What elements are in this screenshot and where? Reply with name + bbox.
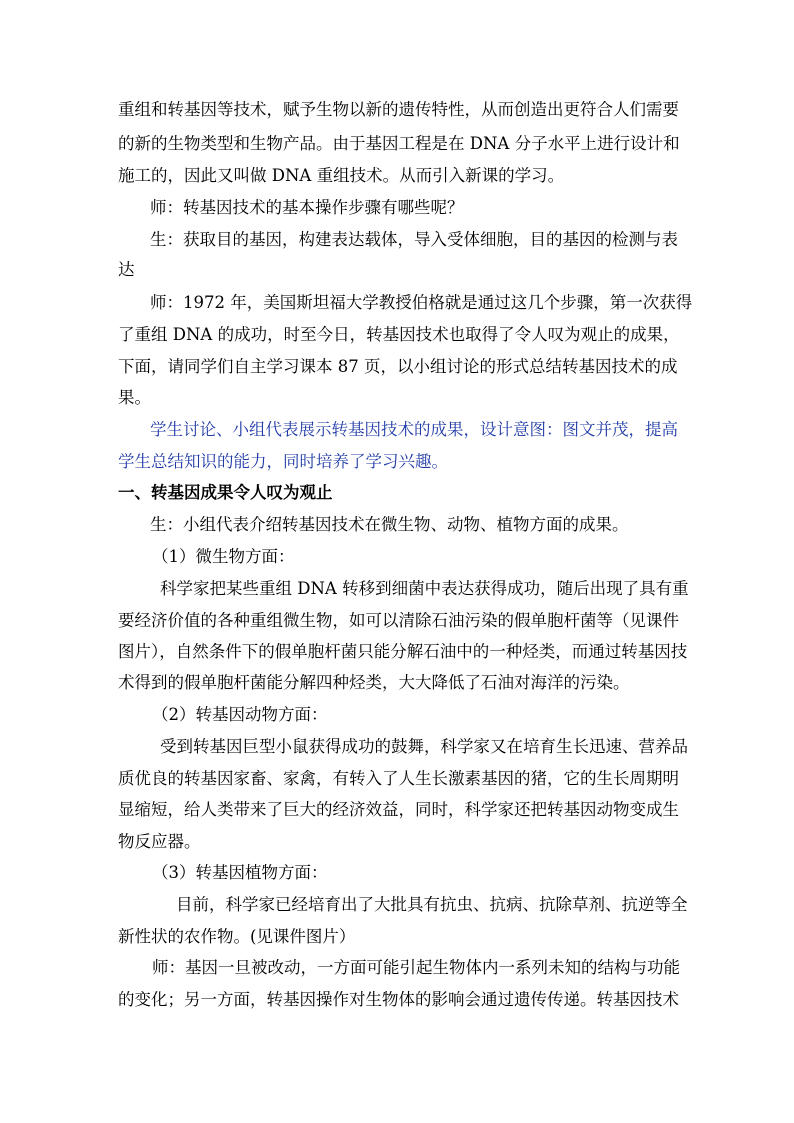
text-line: 目前，科学家已经培育出了大批具有抗虫、抗病、抗除草剂、抗逆等全 [176,895,688,914]
text-line: 的新的生物类型和生物产品。由于基因工程是在 DNA 分子水平上进行设计和 [118,134,680,153]
text-line: 新性状的农作物。(见课件图片） [118,927,356,946]
teacher-statement: 师：基因一旦被改动，一方面可能引起生物体内一系列未知的结构与功能 [152,958,680,977]
text-line: 科学家把某些重组 DNA 转移到细菌中表达获得成功，随后出现了具有重 [160,579,689,598]
teacher-statement: 了重组 DNA 的成功，时至今日，转基因技术也取得了令人叹为观止的成果， [118,325,680,344]
design-intent-note: 学生讨论、小组代表展示转基因技术的成果，设计意图：图文并茂，提高 [150,420,678,439]
text-line: 受到转基因巨型小鼠获得成功的鼓舞，科学家又在培育生长迅速、营养品 [160,737,688,756]
section-heading: 一、转基因成果令人叹为观止 [118,483,333,502]
text-line: 物反应器。 [118,832,201,851]
student-answer: 生：获取目的基因，构建表达载体，导入受体细胞，目的基因的检测与表 [150,230,678,249]
text-line: 图片），自然条件下的假单胞杆菌只能分解石油中的一种烃类，而通过转基因技 [118,642,688,661]
text-line: 施工的，因此又叫做 DNA 重组技术。从而引入新课的学习。 [118,166,565,185]
teacher-statement: 师：1972 年，美国斯坦福大学教授伯格就是通过这几个步骤，第一次获得 [150,293,693,312]
student-intro: 生：小组代表介绍转基因技术在微生物、动物、植物方面的成果。 [150,515,629,534]
subsection-title: （1）微生物方面： [152,547,295,566]
subsection-title: （2）转基因动物方面： [152,705,328,724]
teacher-statement: 下面，请同学们自主学习课本 87 页，以小组讨论的形式总结转基因技术的成 [118,357,678,376]
text-line: 术得到的假单胞杆菌能分解四种烃类，大大降低了石油对海洋的污染。 [118,673,630,692]
teacher-question: 师：转基因技术的基本操作步骤有哪些呢？ [150,198,464,217]
text-line: 显缩短，给人类带来了巨大的经济效益，同时，科学家还把转基因动物变成生 [118,800,679,819]
teacher-statement: 果。 [118,388,151,407]
teacher-statement: 的变化；另一方面，转基因操作对生物体的影响会通过遗传传递。转基因技术 [118,990,679,1009]
text-line: 质优良的转基因家畜、家禽，有转入了人生长激素基因的猪，它的生长周期明 [118,769,679,788]
student-answer: 达 [118,260,135,279]
subsection-title: （3）转基因植物方面： [152,863,328,882]
text-line: 要经济价值的各种重组微生物，如可以清除石油污染的假单胞杆菌等（见课件 [118,611,679,630]
text-line: 重组和转基因等技术，赋予生物以新的遗传特性，从而创造出更符合人们需要 [118,100,679,119]
design-intent-note: 学生总结知识的能力，同时培养了学习兴趣。 [118,452,448,471]
